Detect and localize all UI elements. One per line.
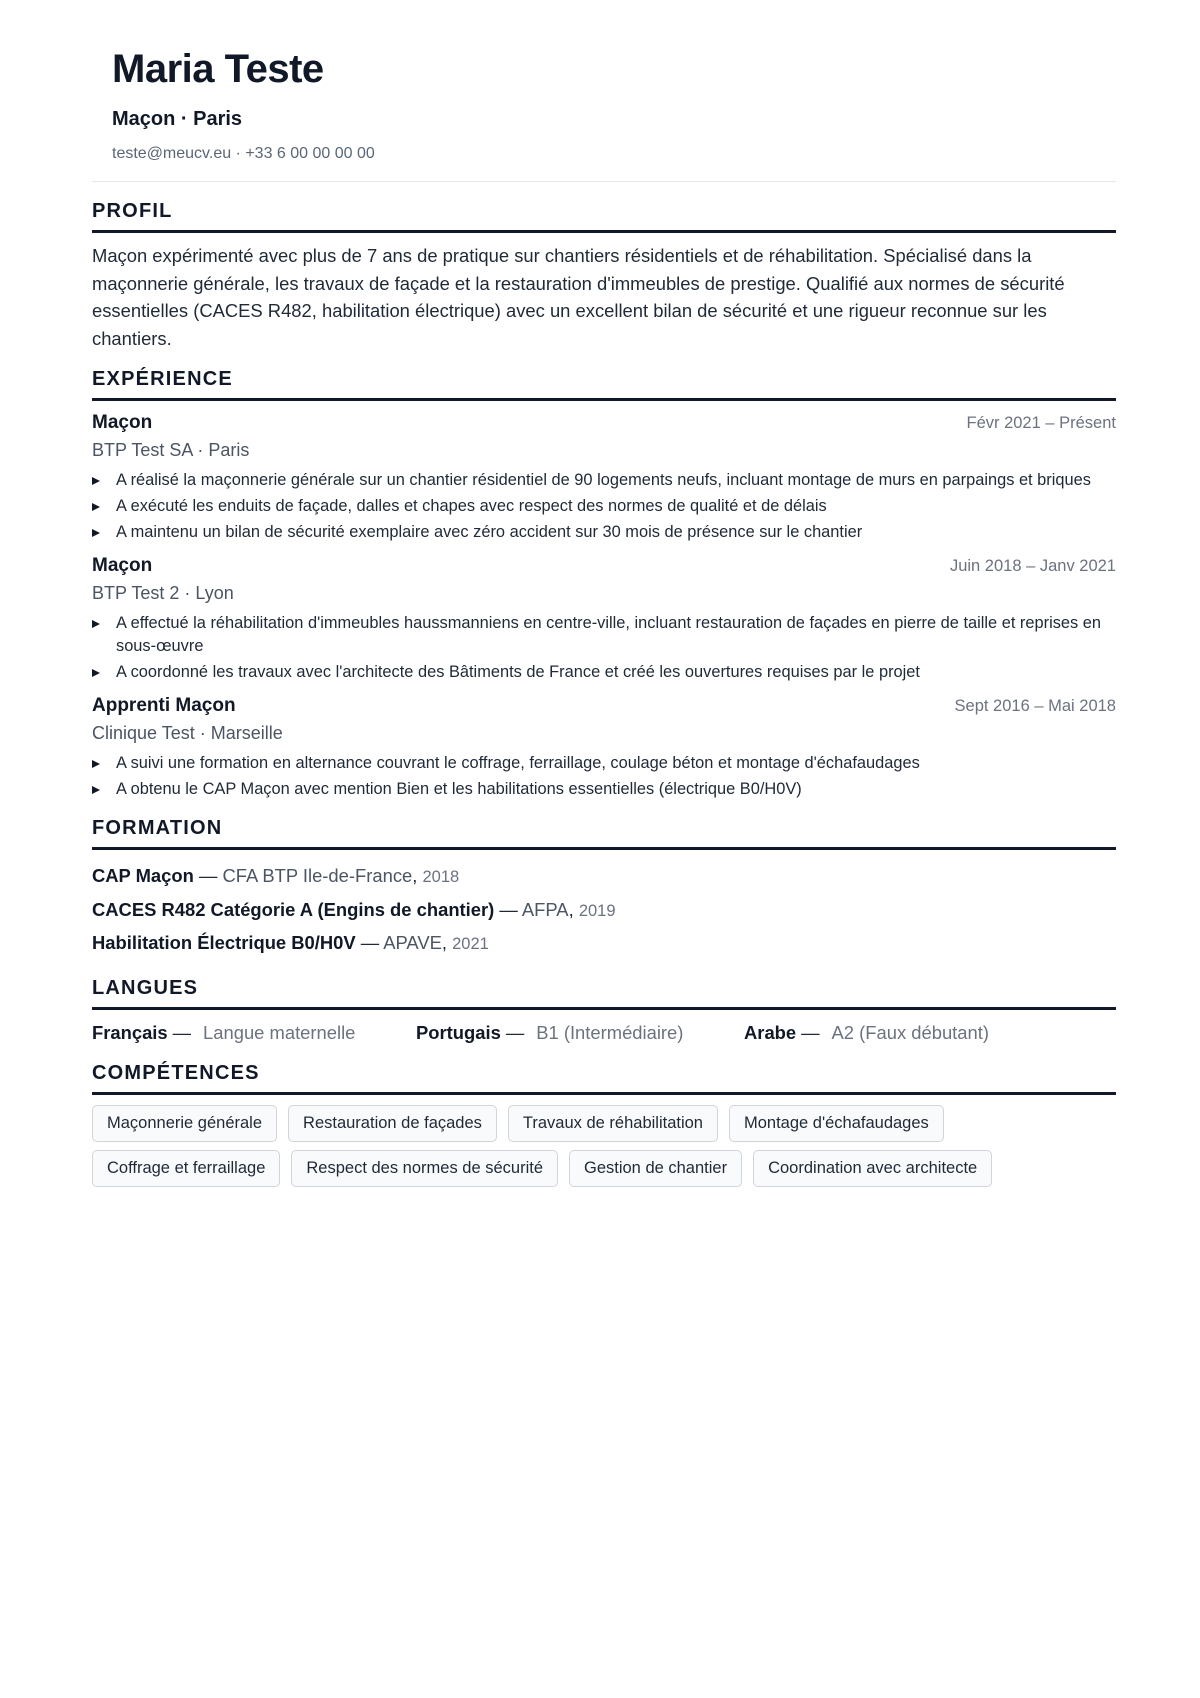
bullet-text: A exécuté les enduits de façade, dalles et chapes avec respect des normes de qualité et de délais <box>116 497 827 515</box>
contact-info: teste@meucv.eu · +33 6 00 00 00 00 <box>112 145 375 162</box>
experience-section <box>92 366 1116 801</box>
language-level: Langue maternelle <box>203 1021 356 1043</box>
skill-chip: Gestion de chantier <box>569 1150 742 1187</box>
job-bullets <box>92 469 1116 544</box>
education-degree: CAP Maçon <box>92 865 194 886</box>
languages-section <box>92 975 1116 1046</box>
separator: , <box>568 898 579 920</box>
candidate-name: Maria Teste <box>112 47 324 91</box>
bullet-text: A réalisé la maçonnerie générale sur un chantier résidentiel de 90 logements neufs, incluant montage de murs en parpaings et briques <box>116 471 1091 489</box>
education-item <box>92 894 1116 928</box>
job-bullets <box>92 752 1116 801</box>
triangle-bullet-icon <box>92 477 100 485</box>
bullet-item <box>92 521 1116 544</box>
section-title-profile: PROFIL <box>92 198 1116 233</box>
separator: — <box>172 1021 192 1043</box>
education-school: CFA BTP Ile-de-France <box>222 865 413 886</box>
resume-content <box>92 198 1116 1201</box>
job-company: BTP Test SA · Paris <box>92 440 250 460</box>
separator: , <box>412 865 423 886</box>
job-title: Maçon <box>92 412 153 433</box>
separator: — <box>801 1021 820 1043</box>
bullet-text: A effectué la réhabilitation d'immeubles haussmanniens en centre-ville, incluant restauration de façades en pierre de taille et reprises en sous-œuvre <box>116 614 1102 655</box>
language-level: B1 (Intermédiaire) <box>536 1021 684 1043</box>
education-school: AFPA <box>521 898 569 920</box>
bullet-text: A coordonné les travaux avec l'architecte des Bâtiments de France et créé les ouvertures requises par le projet <box>116 663 920 681</box>
triangle-bullet-icon <box>92 669 100 677</box>
bullet-item <box>92 778 1116 801</box>
education-section <box>92 815 1116 961</box>
bullet-item <box>92 469 1116 492</box>
language-item <box>416 1020 744 1046</box>
language-level: A2 (Faux débutant) <box>831 1021 989 1043</box>
separator: — <box>355 932 384 953</box>
bullet-text: A suivi une formation en alternance couvrant le coffrage, ferraillage, coulage béton et montage d'échafaudages <box>116 754 920 772</box>
section-title-languages: LANGUES <box>92 975 1116 1010</box>
skill-chip: Maçonnerie générale <box>92 1105 277 1142</box>
job-dates: Juin 2018 – Janv 2021 <box>949 557 1116 575</box>
language-item <box>92 1020 416 1046</box>
skill-chip: Travaux de réhabilitation <box>508 1105 718 1142</box>
bullet-text: A maintenu un bilan de sécurité exemplaire avec zéro accident sur 30 mois de présence sur le chantier <box>116 523 863 541</box>
triangle-bullet-icon <box>92 786 100 794</box>
triangle-bullet-icon <box>92 620 100 628</box>
skill-chip: Coffrage et ferraillage <box>92 1150 280 1187</box>
section-title-education: FORMATION <box>92 815 1116 850</box>
separator: — <box>505 1021 525 1043</box>
skill-chip: Montage d'échafaudages <box>729 1105 944 1142</box>
bullet-item <box>92 752 1116 775</box>
language-name: Arabe <box>744 1021 797 1043</box>
job-bullets <box>92 612 1116 684</box>
language-name: Français <box>92 1021 168 1043</box>
skill-chip: Restauration de façades <box>288 1105 497 1142</box>
resume-header <box>112 44 1112 165</box>
language-item <box>744 1020 989 1046</box>
candidate-headline: Maçon · Paris <box>112 108 243 130</box>
education-item <box>92 927 1116 961</box>
bullet-item <box>92 612 1116 658</box>
separator: , <box>441 932 453 953</box>
separator: — <box>193 865 223 886</box>
skills-section <box>92 1060 1116 1187</box>
job-entry <box>92 553 1116 684</box>
education-degree: Habilitation Électrique B0/H0V <box>92 932 356 953</box>
separator: — <box>494 898 522 920</box>
education-item <box>92 860 1116 894</box>
bullet-text: A obtenu le CAP Maçon avec mention Bien et les habilitations essentielles (électrique B0/H0V) <box>116 780 802 798</box>
job-title: Apprenti Maçon <box>92 695 236 716</box>
section-title-skills: COMPÉTENCES <box>92 1060 1116 1095</box>
education-year: 2021 <box>452 935 489 953</box>
profile-section <box>92 198 1116 352</box>
job-company: Clinique Test · Marseille <box>92 723 283 743</box>
job-entry <box>92 410 1116 544</box>
header-divider <box>92 181 1116 182</box>
triangle-bullet-icon <box>92 503 100 511</box>
education-degree: CACES R482 Catégorie A (Engins de chantier) <box>92 898 495 920</box>
skill-chip: Respect des normes de sécurité <box>291 1150 558 1187</box>
language-name: Portugais <box>416 1021 501 1043</box>
education-school: APAVE <box>383 932 442 953</box>
job-company: BTP Test 2 · Lyon <box>92 583 234 603</box>
job-entry <box>92 693 1116 801</box>
education-year: 2018 <box>422 868 460 886</box>
job-title: Maçon <box>92 555 153 576</box>
section-title-experience: EXPÉRIENCE <box>92 366 1116 401</box>
triangle-bullet-icon <box>92 760 100 768</box>
skills-list <box>92 1105 1092 1187</box>
education-year: 2019 <box>578 901 616 920</box>
triangle-bullet-icon <box>92 529 100 537</box>
bullet-item <box>92 495 1116 518</box>
job-dates: Sept 2016 – Mai 2018 <box>954 697 1116 715</box>
profile-summary: Maçon expérimenté avec plus de 7 ans de pratique sur chantiers résidentiels et de réhabilitation. Spécialisé dans la maçonnerie générale, les travaux de façade et la restauration d'immeubles de prestige. Qualifié aux normes de sécurité essentielles (CACES R482, habilitation électrique) avec un excellent bilan de sécurité et une rigueur reconnue sur les chantiers. <box>92 245 1065 349</box>
bullet-item <box>92 661 1116 684</box>
skill-chip: Coordination avec architecte <box>753 1150 992 1187</box>
job-dates: Févr 2021 – Présent <box>966 414 1116 432</box>
